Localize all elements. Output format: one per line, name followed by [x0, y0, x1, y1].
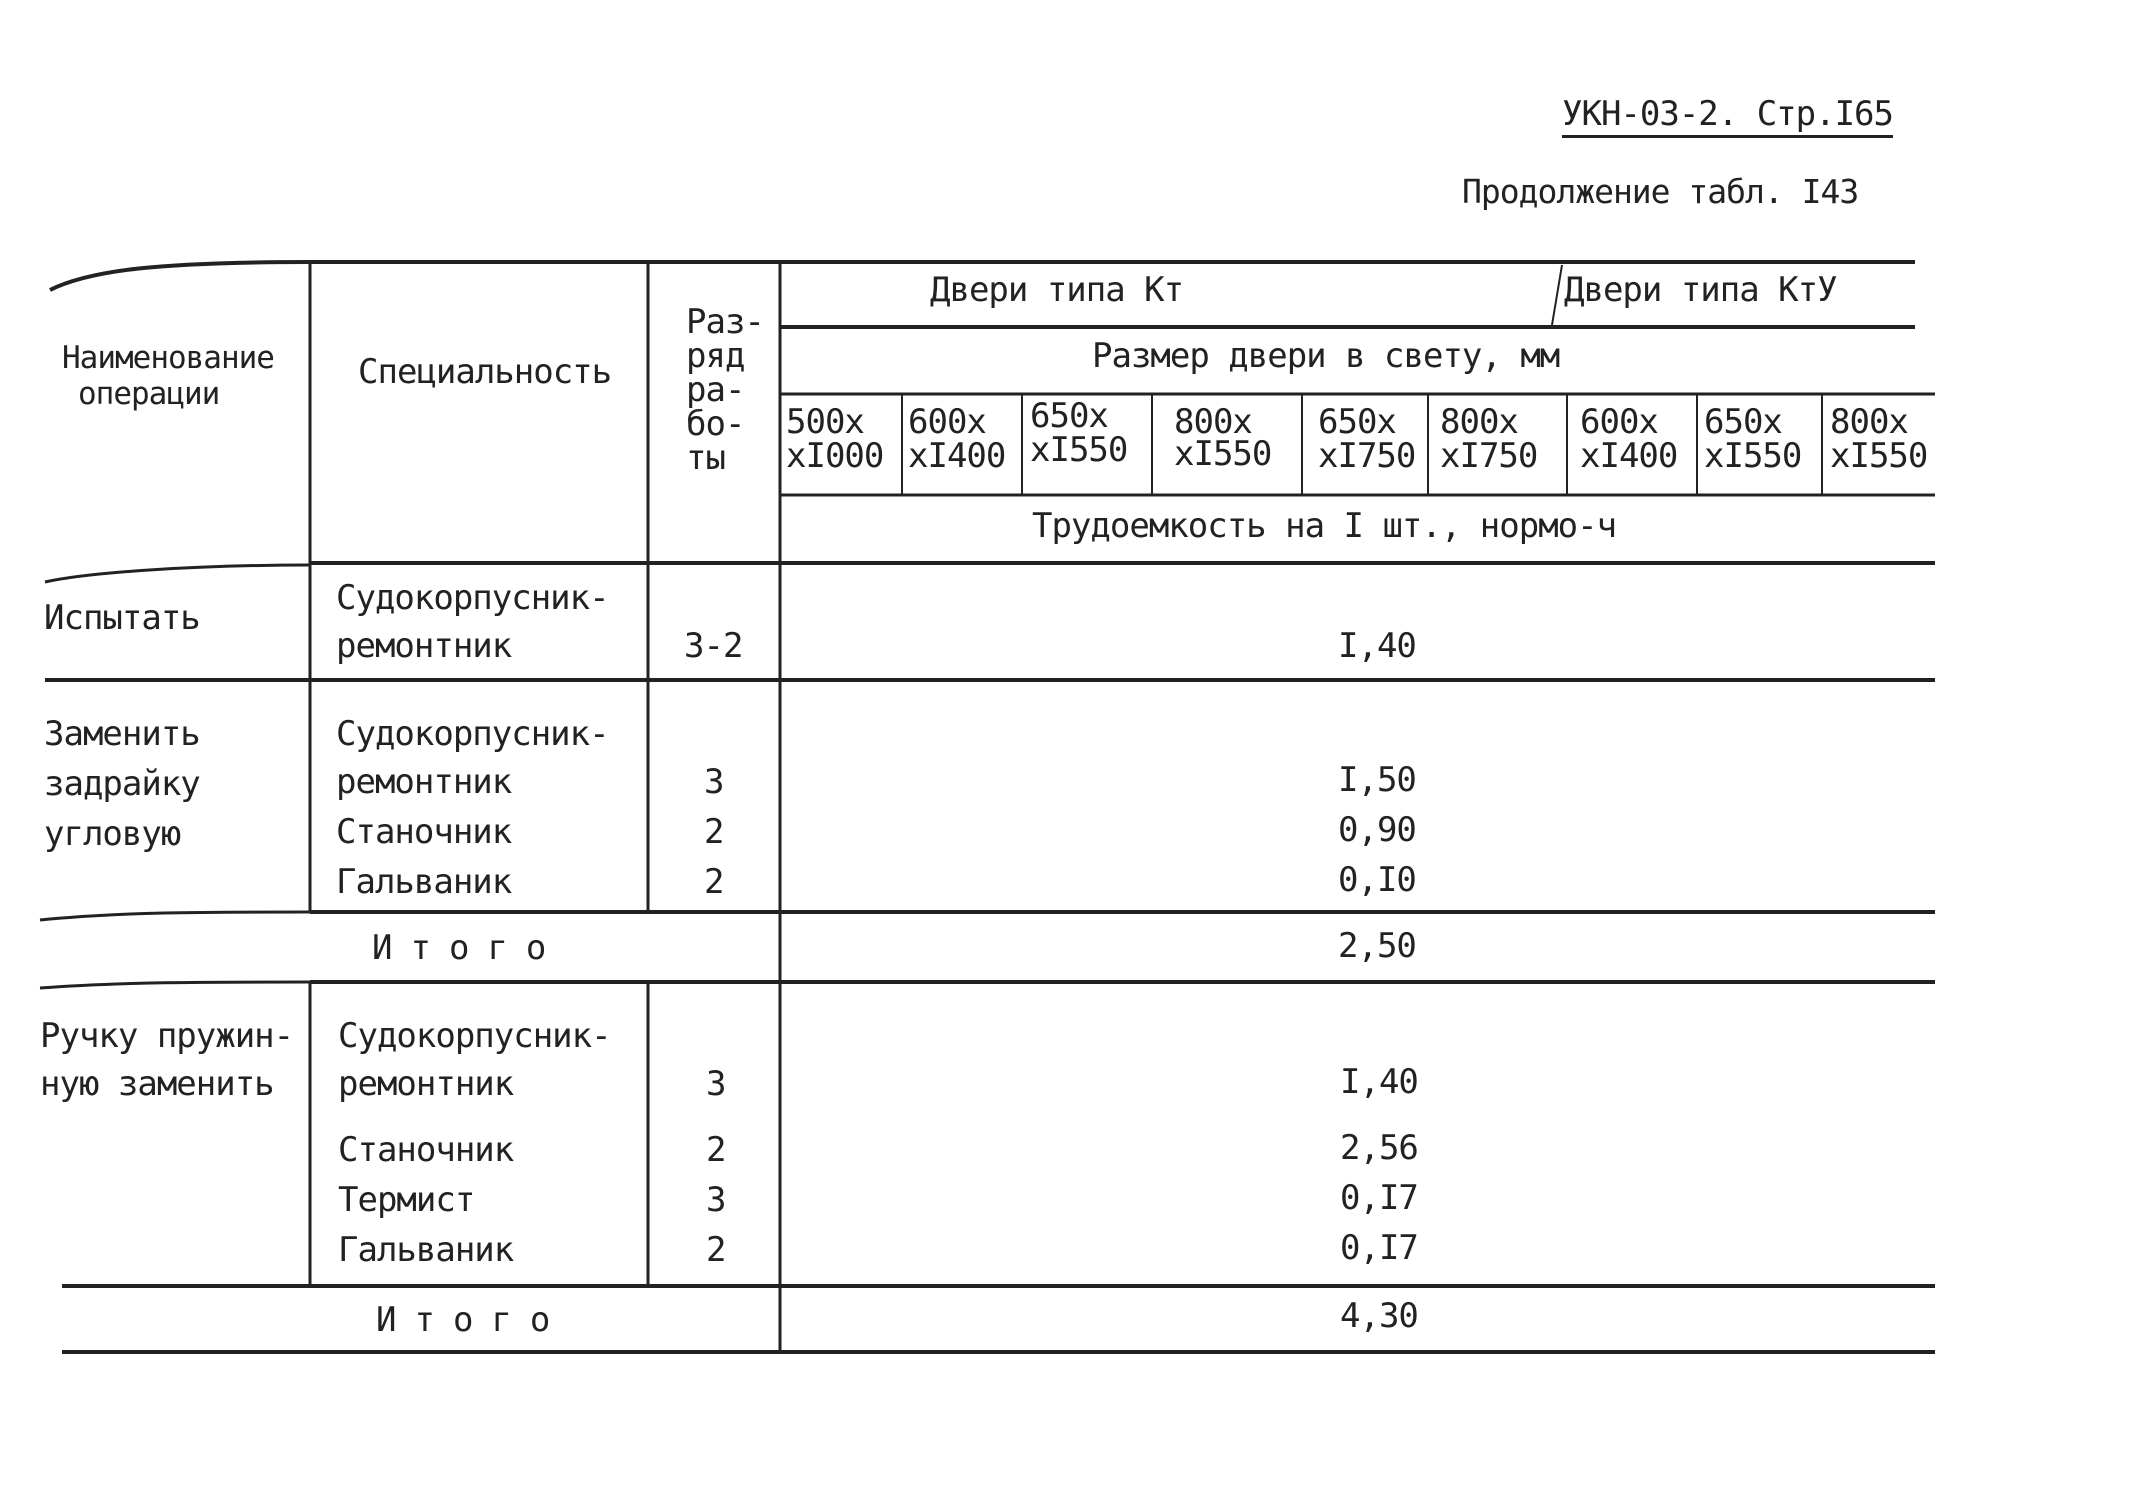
specialty-cell: Судокорпусник- — [338, 1016, 611, 1056]
size-col-7-a: 600х — [1580, 402, 1658, 442]
total-value: 4,30 — [1340, 1296, 1418, 1336]
specialty-cell: Гальваник — [336, 862, 512, 902]
size-col-9-b: хI550 — [1830, 436, 1928, 476]
operation-name: Ручку пружин- — [40, 1016, 294, 1056]
total-value: 2,50 — [1338, 926, 1416, 966]
size-col-9-a: 800х — [1830, 402, 1908, 442]
size-col-3-a: 650х — [1030, 396, 1108, 436]
labor-value: I,40 — [1340, 1062, 1418, 1102]
size-col-5-b: хI750 — [1318, 436, 1416, 476]
grade-cell: 3 — [704, 762, 724, 802]
labor-value: 0,I7 — [1340, 1228, 1418, 1268]
size-col-6-b: хI750 — [1440, 436, 1538, 476]
labor-value: 0,I0 — [1338, 860, 1416, 900]
header-door-size: Размер двери в свету, мм — [1092, 336, 1560, 376]
size-col-1-b: хI000 — [786, 436, 884, 476]
total-label: Итого — [372, 928, 565, 968]
header-labor-intensity: Трудоемкость на I шт., нормо-ч — [1032, 506, 1617, 546]
size-col-8-a: 650х — [1704, 402, 1782, 442]
operation-name: задрайку — [44, 764, 200, 804]
header-specialty: Специальность — [358, 352, 612, 392]
grade-cell: 2 — [704, 862, 724, 902]
size-col-8-b: хI550 — [1704, 436, 1802, 476]
header-grade-line2: ряд — [686, 336, 745, 376]
specialty-cell: Судокорпусник- — [336, 714, 609, 754]
header-grade-line3: ра- — [686, 370, 745, 410]
grade-cell: 3-2 — [684, 626, 743, 666]
header-grade-line4: бо- — [686, 404, 745, 444]
size-col-7-b: хI400 — [1580, 436, 1678, 476]
header-grade-line5: ты — [686, 438, 725, 478]
grade-cell: 2 — [706, 1130, 726, 1170]
header-operation-line1: Наименование — [62, 340, 274, 376]
grade-cell: 2 — [704, 812, 724, 852]
operation-name: Заменить — [44, 714, 200, 754]
labor-value: 0,90 — [1338, 810, 1416, 850]
specialty-cell: Гальваник — [338, 1230, 514, 1270]
operation-name: Испытать — [44, 598, 200, 638]
size-col-6-a: 800х — [1440, 402, 1518, 442]
specialty-cell: Судокорпусник- — [336, 578, 609, 618]
grade-cell: 2 — [706, 1230, 726, 1270]
size-col-4-b: хI550 — [1174, 434, 1272, 474]
specialty-cell: ремонтник — [336, 626, 512, 666]
header-door-type-ktu: Двери типа КтУ — [1564, 270, 1837, 310]
table-continuation-caption: Продолжение табл. I43 — [1462, 172, 1859, 211]
specialty-cell: Станочник — [338, 1130, 514, 1170]
labor-value: I,50 — [1338, 760, 1416, 800]
labor-value: 0,I7 — [1340, 1178, 1418, 1218]
size-col-3-b: хI550 — [1030, 430, 1128, 470]
header-grade-line1: Раз- — [686, 302, 764, 342]
header-operation-line2: операции — [78, 376, 220, 412]
operation-name: ную заменить — [40, 1064, 274, 1104]
size-col-1-a: 500х — [786, 402, 864, 442]
specialty-cell: ремонтник — [336, 762, 512, 802]
specialty-cell: ремонтник — [338, 1064, 514, 1104]
grade-cell: 3 — [706, 1064, 726, 1104]
size-col-5-a: 650х — [1318, 402, 1396, 442]
grade-cell: 3 — [706, 1180, 726, 1220]
size-col-2-b: хI400 — [908, 436, 1006, 476]
size-col-2-a: 600х — [908, 402, 986, 442]
labor-value: 2,56 — [1340, 1128, 1418, 1168]
specialty-cell: Термист — [338, 1180, 475, 1220]
size-col-4-a: 800х — [1174, 402, 1252, 442]
operation-name: угловую — [44, 814, 181, 854]
specialty-cell: Станочник — [336, 812, 512, 852]
labor-value: I,40 — [1338, 626, 1416, 666]
total-label: Итого — [376, 1300, 569, 1340]
document-code: УКН-03-2. Стр.I65 — [1562, 94, 1893, 134]
header-door-type-kt: Двери типа Кт — [930, 270, 1184, 310]
